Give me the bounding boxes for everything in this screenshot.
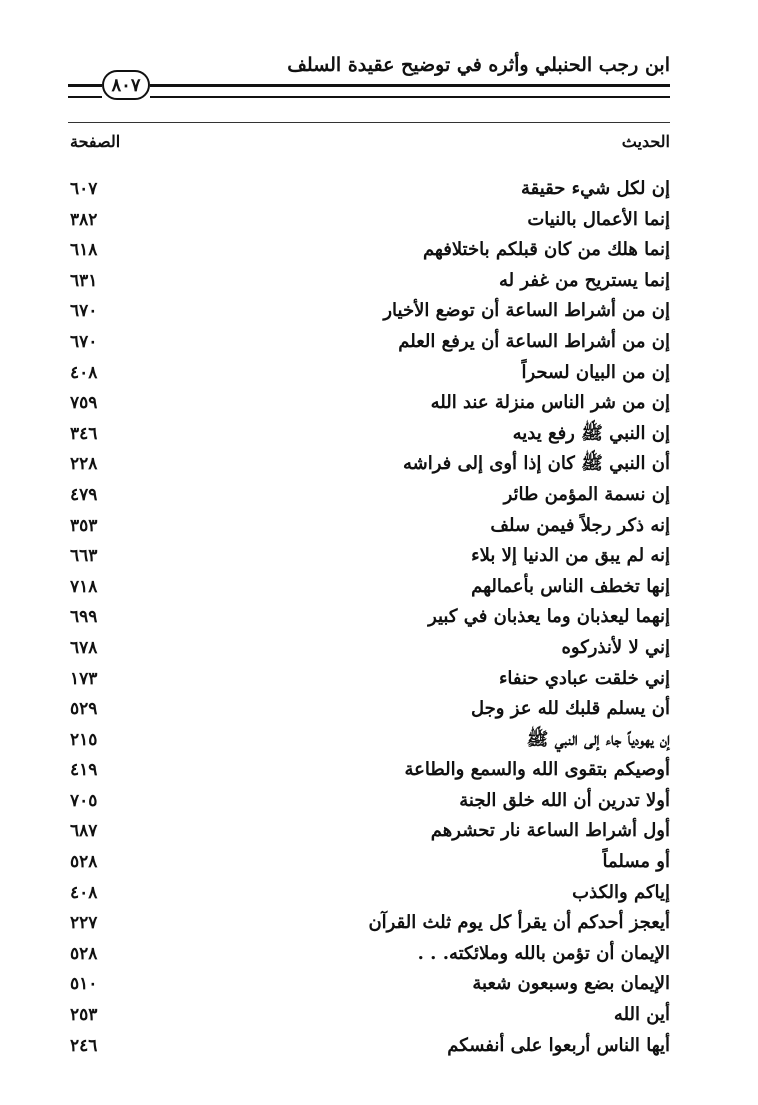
page-ref: ٦١٨ — [70, 240, 98, 261]
page-ref: ٧٠٥ — [70, 790, 98, 811]
index-entry — [68, 543, 670, 574]
index-entry — [68, 298, 670, 329]
hadith-text: أيها الناس أربعوا على أنفسكم — [447, 1034, 670, 1056]
hadith-index-list — [68, 176, 670, 1063]
index-entry — [68, 451, 670, 482]
index-entry — [68, 176, 670, 207]
index-entry — [68, 574, 670, 605]
hadith-text: أول أشراط الساعة نار تحشرهم — [430, 820, 670, 842]
index-entry — [68, 390, 670, 421]
hadith-text: إن النبي ﷺ رفع يديه — [512, 422, 670, 444]
page-ref: ٥١٠ — [70, 974, 98, 995]
hadith-text: إن من أشراط الساعة أن توضع الأخيار — [383, 300, 670, 322]
page-ref: ٦٦٣ — [70, 546, 98, 567]
page-ref: ٧٥٩ — [70, 393, 98, 414]
page-ref: ٦٣١ — [70, 270, 98, 291]
hadith-text: إنما الأعمال بالنيات — [527, 208, 670, 230]
index-entry — [68, 666, 670, 697]
page-ref: ٦٧٠ — [70, 301, 98, 322]
hadith-text: إنما هلك من كان قبلكم باختلافهم — [422, 239, 670, 261]
page-ref: ٢٥٣ — [70, 1005, 98, 1026]
hadith-text: إن يهودياً جاء إلى النبي ﷺ — [526, 728, 670, 750]
index-entry — [68, 360, 670, 391]
hadith-text: إن من البيان لسحراً — [521, 361, 670, 383]
header-rule — [150, 84, 670, 98]
index-entry — [68, 482, 670, 513]
index-entry — [68, 941, 670, 972]
page-ref: ٢١٥ — [70, 729, 98, 750]
hadith-text: إن لكل شيء حقيقة — [520, 178, 670, 199]
hadith-text: إياكم والكذب — [572, 881, 670, 903]
hadith-text: إنما يستريح من غفر له — [499, 269, 670, 291]
page-ref: ٦٠٧ — [70, 179, 98, 199]
index-entry — [68, 604, 670, 635]
page-ref: ٣٤٦ — [70, 423, 98, 444]
hadith-text: إنه ذكر رجلاً فيمن سلف — [490, 514, 670, 536]
hadith-text: إن من أشراط الساعة أن يرفع العلم — [398, 330, 670, 352]
index-entry — [68, 788, 670, 819]
index-entry — [68, 849, 670, 880]
hadith-text: أولا تدرين أن الله خلق الجنة — [459, 789, 670, 811]
page-ref: ٤١٩ — [70, 760, 98, 781]
hadith-text: أو مسلماً — [602, 851, 670, 873]
page-ref: ٦٨٧ — [70, 821, 98, 842]
page-ref: ٥٢٨ — [70, 943, 98, 964]
hadith-text: إني لا لأنذركوه — [561, 636, 670, 658]
index-entry — [68, 910, 670, 941]
index-entry — [68, 329, 670, 360]
index-entry — [68, 237, 670, 268]
page-ref: ٥٢٨ — [70, 852, 98, 873]
hadith-text: إنه لم يبق من الدنيا إلا بلاء — [471, 545, 670, 567]
page-number-badge: ٨٠٧ — [102, 70, 150, 100]
index-entry — [68, 207, 670, 238]
running-title: ابن رجب الحنبلي وأثره في توضيح عقيدة السلف — [287, 54, 670, 76]
page-ref: ٤٠٨ — [70, 882, 98, 903]
hadith-text: أن النبي ﷺ كان إذا أوى إلى فراشه — [402, 453, 670, 475]
index-entry — [68, 818, 670, 849]
page-ref: ٦٧٨ — [70, 637, 98, 658]
index-entry — [68, 727, 670, 758]
hadith-text: أوصيكم بتقوى الله والسمع والطاعة — [404, 759, 670, 781]
index-entry — [68, 421, 670, 452]
index-entry — [68, 757, 670, 788]
page-ref: ٦٩٩ — [70, 607, 98, 628]
page-ref: ٣٨٢ — [70, 209, 98, 230]
hadith-text: الإيمان أن تؤمن بالله وملائكته. . . — [417, 942, 670, 964]
page-ref: ٢٢٧ — [70, 913, 98, 934]
hadith-text: أن يسلم قلبك لله عز وجل — [471, 698, 670, 720]
index-entry — [68, 971, 670, 1002]
hadith-text: أيعجز أحدكم أن يقرأ كل يوم ثلث القرآن — [368, 912, 670, 934]
index-entry — [68, 1033, 670, 1064]
page-ref: ٥٢٩ — [70, 699, 98, 720]
hadith-text: الإيمان بضع وسبعون شعبة — [472, 973, 670, 995]
hadith-text: إنها تخطف الناس بأعمالهم — [471, 575, 670, 597]
column-header-page: الصفحة — [70, 132, 121, 151]
column-header-hadith: الحديث — [621, 132, 670, 151]
index-entry — [68, 696, 670, 727]
header-rule-left — [68, 84, 102, 98]
column-header-rule — [68, 122, 670, 123]
page-ref: ٦٧٠ — [70, 331, 98, 352]
hadith-text: إن نسمة المؤمن طائر — [503, 483, 670, 505]
page-ref: ٣٥٣ — [70, 515, 98, 536]
index-entry — [68, 513, 670, 544]
page-ref: ٢٢٨ — [70, 454, 98, 475]
page-ref: ٢٤٦ — [70, 1035, 98, 1056]
page-ref: ٧١٨ — [70, 576, 98, 597]
page-ref: ٤٠٨ — [70, 362, 98, 383]
index-entry — [68, 880, 670, 911]
index-entry — [68, 1002, 670, 1033]
hadith-text: إنهما ليعذبان وما يعذبان في كبير — [428, 606, 670, 628]
hadith-text: إن من شر الناس منزلة عند الله — [430, 392, 670, 414]
page-ref: ١٧٣ — [70, 668, 98, 689]
page-ref: ٤٧٩ — [70, 484, 98, 505]
index-entry — [68, 635, 670, 666]
index-entry — [68, 268, 670, 299]
hadith-text: أين الله — [613, 1004, 670, 1026]
hadith-text: إني خلقت عبادي حنفاء — [498, 667, 670, 689]
